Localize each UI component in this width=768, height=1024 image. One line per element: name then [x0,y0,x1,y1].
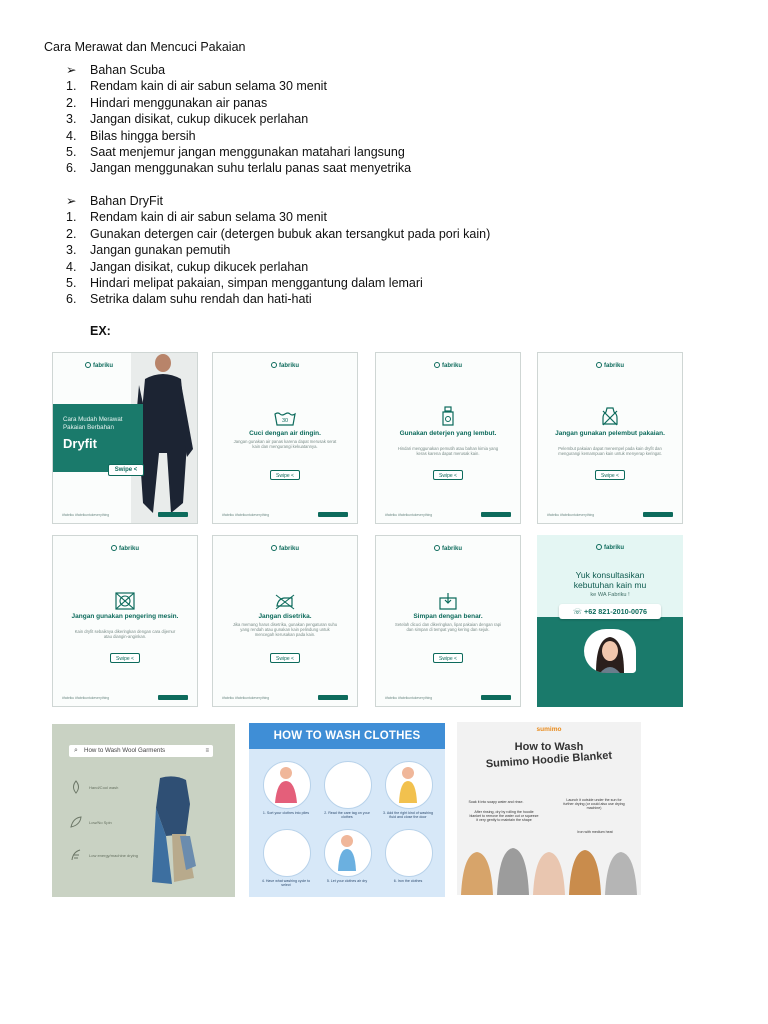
dryfit-section [66,193,490,308]
swipe-button: Swipe < [433,653,463,663]
card-whatsapp-contact [537,535,683,707]
bullet-arrow: ➢ [66,194,77,208]
wool-scarf-photo [146,774,200,886]
card-footer-button [481,695,511,700]
card-footer-button [318,512,348,517]
tip-title: Jangan gunakan pelembut pakaian. [555,430,665,437]
step-illustration-cycle [263,829,311,877]
item-number: 4. [66,259,77,274]
search-icon: ⌕ [74,747,78,754]
item-number: 3. [66,112,77,127]
card-footer-tag: #fabriku #fabrikuntukeverything [547,513,595,517]
card-tip-4 [52,535,198,707]
item-number: 1. [66,210,77,225]
no-tumble-dry-icon [114,592,136,610]
list-item: Jangan disikat, cukup dikucek perlahan [90,112,309,127]
tip-description: Jangan gunakan air panas karena dapat merusak serat kain dan mengurangi kekuatannya. [233,439,337,449]
tip-title: Jangan disetrika. [258,613,312,620]
card-tip-2 [375,352,521,524]
wool-hint: Low energy/machine drying [89,853,138,858]
wool-hint: Hand/Cool wash [89,785,119,790]
wool-care-image [52,724,235,897]
step-illustration-iron [385,829,433,877]
item-number: 2. [66,95,77,110]
section-heading: Bahan Scuba [90,63,166,77]
tip-title: Simpan dengan benar. [413,613,483,620]
tip-title: Jangan gunakan pengering mesin. [71,613,179,620]
brand-logo: fabriku [537,544,683,551]
card-footer-tag: #fabriku #fabrikuntukeverything [62,696,110,700]
card-dryfit-cover [52,352,198,524]
customer-service-avatar [584,629,636,673]
list-item: Hindari menggunakan air panas [90,95,268,110]
person-sorting-illustration [269,765,303,805]
brand-logo: fabriku [213,545,357,552]
no-iron-icon [274,592,296,610]
section-heading: Bahan DryFit [90,194,163,208]
step-caption: 4. Have what washing cycle to select [261,879,311,888]
cover-line-2: Pakaian Berbahan [63,424,114,431]
list-item: Jangan menggunakan suhu terlalu panas saat menyetrika [90,161,412,176]
brand-logo: fabriku [376,362,520,369]
step-caption: 3. Add the right kind of washing fluid and close the door [383,811,433,820]
list-item: Saat menjemur jangan menggunakan matahari langsung [90,144,405,159]
list-item: Jangan disikat, cukup dikucek perlahan [90,259,309,274]
sumimo-logo: sumimo [536,726,562,733]
tip-description: Setelah dicuci dan dikeringkan, lipat pakaian dengan rapi dan simpan di tempat yang kering dan sejuk. [395,622,501,632]
step-illustration-tag [324,761,372,809]
wool-search-text: How to Wash Wool Garments [84,747,166,754]
tip-title: Gunakan deterjen yang lembut. [399,430,497,437]
swipe-button: Swipe < [270,653,300,663]
step-caption: 1. Sort your clothes into piles [262,811,310,815]
sumimo-step-note: Soak it into soapy water and rinse. [468,800,524,804]
list-item: Hindari melipat pakaian, simpan menggantung dalam lemari [90,275,423,290]
sumimo-step-note: After rinsing, dry by rolling the hoodie blanket to remove the water out or squeeze it very gently to maintain the shape [469,810,539,823]
contact-subtitle: ke WA Fabriku ! [590,592,630,598]
swipe-button: Swipe < [108,464,144,476]
sumimo-title-2: Sumimo Hoodie Blanket [485,749,613,771]
sumimo-hoodie-guide [457,722,641,895]
step-caption: 5. Let your clothes air dry [326,879,368,883]
card-footer-tag: #fabriku #fabrikuntukeverything [385,513,433,517]
brand-logo: fabriku [53,362,145,369]
card-footer-tag: #fabriku #fabrikuntukeverything [385,696,433,700]
tip-description: Jika memang harus disetrika, gunakan pengaturan suhu yang rendah atau gunakan kain pelindung untuk mencegah kerusakan pada kain. [232,622,338,637]
card-footer-tag: #fabriku #fabrikuntukeverything [222,513,270,517]
scuba-section [66,62,411,177]
infographic-title: HOW TO WASH CLOTHES [273,730,421,742]
storage-box-icon [437,592,459,610]
card-footer-button [643,512,673,517]
no-bleach-icon [599,405,621,427]
filter-icon: ≡ [205,748,209,754]
card-tip-5 [212,535,358,707]
card-footer-button [318,695,348,700]
list-item: Gunakan detergen cair (detergen bubuk akan tersangkut pada pori kain) [90,226,491,241]
item-number: 1. [66,79,77,94]
list-item: Bilas hingga bersih [90,128,196,143]
how-to-wash-infographic [249,723,445,897]
card-tip-1 [212,352,358,524]
low-spin-icon [69,815,83,829]
whatsapp-number: ☏ +62 821-2010-0076 [559,604,661,619]
machine-dry-icon [69,848,83,862]
detergent-bottle-icon [437,405,459,427]
card-footer-button [158,695,188,700]
brand-logo: fabriku [213,362,357,369]
person-drying-illustration [330,833,364,873]
person-washing-illustration [391,765,425,805]
wash-30-icon [274,409,296,427]
item-number: 2. [66,226,77,241]
card-tip-3 [537,352,683,524]
dryfit-title-band [53,404,143,472]
hoodie-blankets-photo [457,844,641,895]
tip-description: Pelembut pakaian dapat menempel pada kain dryfit dan mengurangi kemampuan kain untuk menyerap keringat. [558,446,662,456]
card-footer-button [158,512,188,517]
item-number: 6. [66,161,77,176]
cover-line-1: Cara Mudah Merawat [63,416,123,423]
example-label: EX: [90,324,111,338]
step-caption: 2. Read the care tag on your clothes [324,811,370,820]
list-item: Setrika dalam suhu rendah dan hati-hati [90,292,312,307]
card-tip-6 [375,535,521,707]
item-number: 4. [66,128,77,143]
sumimo-step-note: Iron with medium heat [577,830,613,834]
contact-title: Yuk konsultasikan kebutuhan kain mu [573,570,647,590]
swipe-button: Swipe < [270,470,300,480]
step-caption: 6. Iron the clothes [393,879,423,883]
wool-search-bar [69,745,213,757]
brand-logo: fabriku [538,362,682,369]
bullet-arrow: ➢ [66,63,77,77]
item-number: 6. [66,292,77,307]
card-footer-button [481,512,511,517]
item-number: 3. [66,243,77,258]
hand-wash-icon [69,780,83,794]
whatsapp-icon: ☏ [573,607,585,616]
tip-description: Hindari menggunakan pemutih atau bahan kimia yang keras karena dapat merusak kain. [397,446,499,456]
document-title: Cara Merawat dan Mencuci Pakaian [44,40,246,54]
list-item: Rendam kain di air sabun selama 30 menit [90,210,327,225]
item-number: 5. [66,275,77,290]
sumimo-step-note: Launch it outside under the sun for further drying (or could also use drying machine) [563,798,625,811]
svg-text:30: 30 [281,418,289,424]
list-item: Rendam kain di air sabun selama 30 menit [90,79,327,94]
item-number: 5. [66,144,77,159]
card-footer-tag: #fabriku #fabrikuntukeverything [62,513,110,517]
wool-hint: Low/No Spin [89,820,112,825]
swipe-button: Swipe < [433,470,463,480]
brand-logo: fabriku [376,545,520,552]
tip-title: Cuci dengan air dingin. [249,430,321,437]
card-footer-tag: #fabriku #fabrikuntukeverything [222,696,270,700]
swipe-button: Swipe < [595,470,625,480]
cover-dryfit-title: Dryfit [63,436,97,451]
sumimo-title-1: How to Wash [514,741,584,753]
brand-logo: fabriku [53,545,197,552]
swipe-button: Swipe < [110,653,140,663]
list-item: Jangan gunakan pemutih [90,243,231,258]
tip-description: Kain dryfit sebaiknya dikeringkan dengan cara dijemur atau diangin-anginkan. [74,629,176,639]
